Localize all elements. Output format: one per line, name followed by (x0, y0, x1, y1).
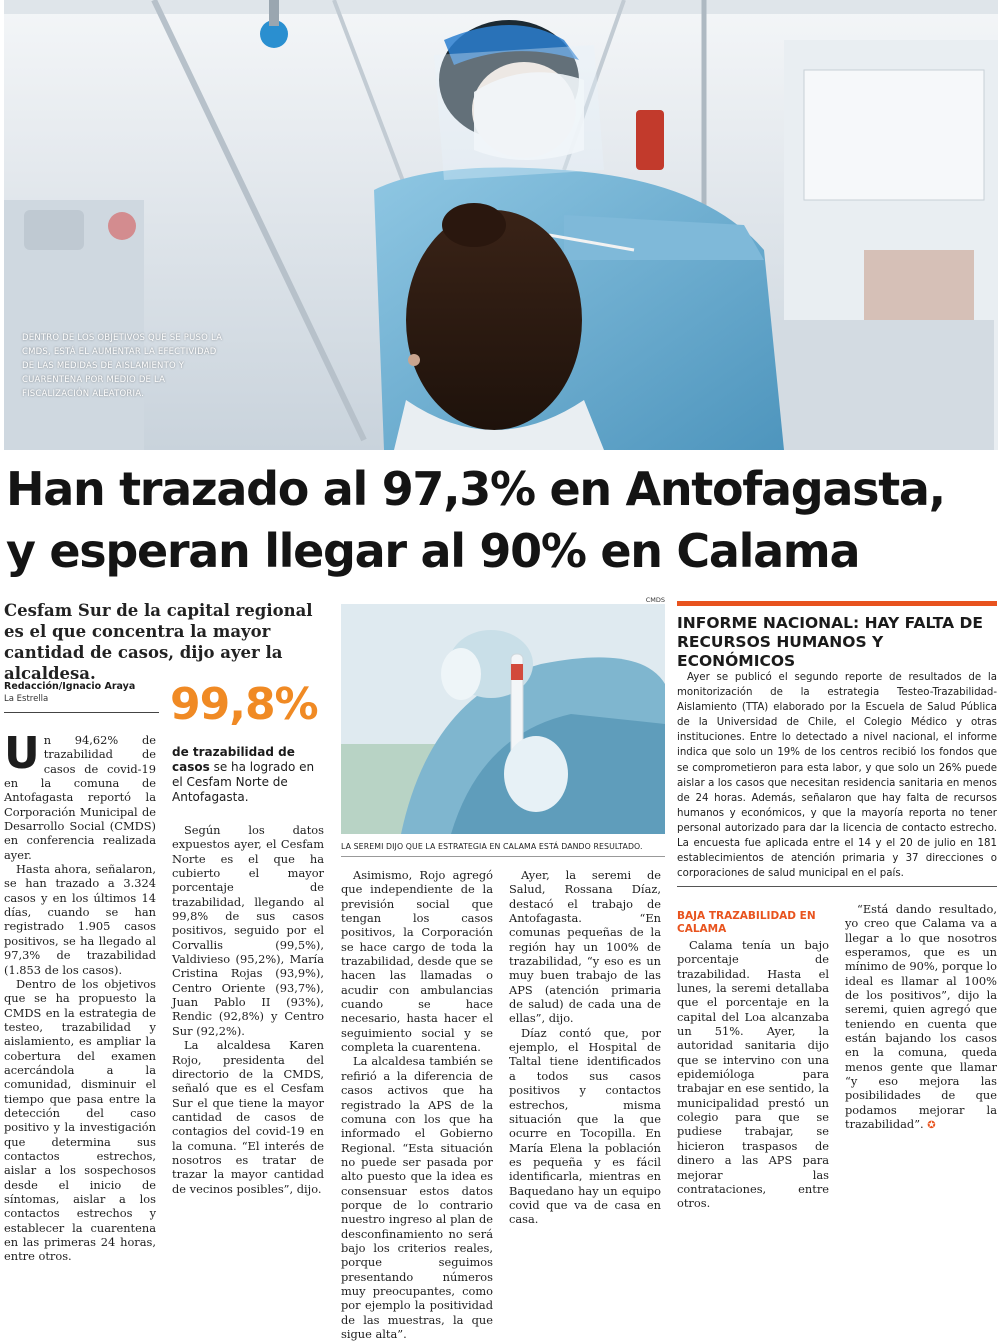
article-photo (341, 604, 665, 834)
article-paragraph (845, 902, 997, 1134)
article-paragraph-text: n 94,62% de trazabilidad de casos de covid-19 en la comuna de Antofagasta reportó la Corporación Municipal de Desarrollo Social (CMDS) en conferencia realizada ayer. (4, 733, 156, 862)
sidebar-divider (677, 886, 997, 887)
article-paragraph: Dentro de los objetivos que se ha propuesto la CMDS en la estrategia de testeo, trazabilidad y aislamiento, es ampliar la cobertura del examen acercándola a la comunidad, disminuir el tiempo que pasa entre la detección del caso positivo y la investigación que determina sus contactos estrechos, aislar a los sospechosos desde el inicio de síntomas, aislar a los contactos estrechos y establecer la cuarentena en las primeras 24 horas, entre otros. (4, 976, 156, 1264)
sidebar-accent-bar (677, 601, 997, 606)
end-of-article-icon: ✪ (927, 1120, 936, 1132)
article-paragraph: Hasta ahora, señalaron, se han trazado a 3.324 casos y en los últimos 14 días, cuando se han registrado 1.905 casos positivos, se ha llegado al 97,3% de trazabilidad (1.853 de los casos). (4, 862, 156, 977)
headline (6, 458, 996, 582)
article-column-1 (4, 728, 156, 1264)
article-column-2 (172, 823, 324, 1253)
article-paragraph: Díaz contó que, por ejemplo, el Hospital de Taltal tiene identificados a todos sus casos positivos y contactos estrechos, misma situación que la que ocurre en Tocopilla. En María Elena la población es pequeña y es fácil identificarla, mientras en Baquedano hay un equipo covid que va de casa en casa. (509, 1025, 661, 1227)
article-paragraph: Según los datos expuestos ayer, el Cesfam Norte es el que ha cubierto el mayor porcentaje de trazabilidad, llegando al 99,8% de sus casos positivos, seguido por el Corvallis (99,5%), Valdivieso (95,2%), María Cristina Rojas (93,9%), Centro Oriente (93,7%), Juan Pablo II (93%), Rendic (92,8%) y Centro Sur (92,2%). (172, 823, 324, 1038)
sidebar-title: INFORME NACIONAL: HAY FALTA DE RECURSOS HUMANOS Y ECONÓMICOS (677, 614, 984, 670)
article-photo-caption: LA SEREMI DIJO QUE LA ESTRATEGIA EN CALAMA ESTÁ DANDO RESULTADO. (341, 842, 643, 851)
subsection-heading: BAJA TRAZABILIDAD EN CALAMA (677, 910, 816, 935)
stat-description-rest: se ha logrado en el Cesfam Norte de Antofagasta. (172, 760, 315, 804)
byline-author: Redacción/Ignacio Araya (4, 681, 136, 692)
stat-value: 99,8% (170, 679, 318, 730)
drop-cap: U (4, 728, 40, 779)
byline-divider (4, 712, 159, 713)
article-column-5 (677, 902, 829, 1253)
subheadline: Cesfam Sur de la capital regional es el que concentra la mayor cantidad de casos, dijo ayer la alcaldesa. (4, 601, 313, 683)
sidebar-body (677, 670, 997, 881)
article-photo-illustration (341, 604, 665, 834)
byline (4, 680, 164, 706)
article-paragraph-text: “Está dando resultado, yo creo que Calama va a llegar a lo que nosotros esperamos, que es un mínimo de 90%, porque lo ideal es llamar al 100% de los positivos”, dijo la seremi, quien agregó que teniendo en cuenta que están bajando los casos en la comuna, queda menos gente que llamar “y eso mejora las posibilidades de que podamos mejorar la trazabilidad”. (845, 902, 997, 1132)
headline-line-1: Han trazado al 97,3% en Antofagasta, (6, 462, 945, 516)
article-paragraph: La alcaldesa también se refirió a la diferencia de casos activos que ha registrado la APS de la comuna con los que ha informado el Gobierno Regional. “Esta situación no puede ser pasada por alto puesto que la idea es consensuar estos datos porque de lo contrario nuestro ingreso al plan de desconfinamiento no será bajo los criterios reales, porque seguimos presentando números muy preocupantes, como por ejemplo la positividad de las muestras, la que sigue alta”. (341, 1054, 493, 1341)
byline-outlet: La Estrella (4, 694, 49, 704)
article-column-4 (509, 868, 661, 1253)
article-paragraph: Asimismo, Rojo agregó que independiente de la previsión social que tengan los casos positivos, la Corporación se hace cargo de toda la trazabilidad, desde que se hacen las llamadas o acudir con ambulancias cuando se hace necesario, hasta hacer el seguimiento social y se completa la cuarentena. (341, 868, 493, 1055)
article-paragraph: Ayer, la seremi de Salud, Rossana Díaz, destacó el trabajo de Antofagasta. “En comunas pequeñas de la región hay un 100% de trazabilidad, “y eso es un muy buen trabajo de las APS (atención primaria de salud) de cada una de ellas”, dijo. (509, 868, 661, 1026)
headline-line-2: y esperan llegar al 90% en Calama (6, 524, 860, 578)
photo-credit: CMDS (645, 596, 665, 604)
hero-photo-caption: DENTRO DE LOS OBJETIVOS QUE SE PUSO LA CMDS, ESTÁ EL AUMENTAR LA EFECTIVIDAD DE LAS MEDIDAS DE AISLAMIENTO Y CUARENTENA POR MEDIO DE LA FISCALIZACIÓN ALEATORIA. (22, 333, 223, 399)
article-column-6 (845, 902, 997, 1253)
article-paragraph: Calama tenía un bajo porcentaje de trazabilidad. Hasta el lunes, la seremi detallaba que el porcentaje en la capital del Loa alcanzaba un 51%. Ayer, la autoridad sanitaria dijo que se intervino con una epidemióloga para trabajar en ese sentido, la municipalidad prestó un colegio para que se pudiese trabajar, se hicieron traspasos de dinero a las APS para mejorar las contrataciones, entre otros. (677, 938, 829, 1211)
caption-divider (341, 856, 665, 857)
article-column-3 (341, 868, 493, 1341)
sidebar-paragraph: Ayer se publicó el segundo reporte de resultados de la monitorización de la estrategia Testeo-Trazabilidad-Aislamiento (TTA) elaborado por la Escuela de Salud Pública de la Universidad de Chile, el Colegio Médico y otras instituciones. Entre lo detectado a nivel nacional, el informe indica que solo un 19% de los centros recibió los fondos que se comprometieron para esta labor, y que solo un 26% puede aislar a los casos que necesitan residencia sanitaria en menos de 24 horas. Además, señalaron que hay falta de recursos humanos y económicos, y que la mayoría reporta no tener personal autorizado para dar la licencia de contacto estrecho. La encuesta fue aplicada entre el 14 y el 20 de julio en 181 establecimientos de atención primaria y 37 direcciones o corporaciones de salud municipal en el país. (677, 672, 997, 880)
article-paragraph (4, 728, 156, 862)
stat-description-bold: de trazabilidad de casos (172, 745, 295, 774)
stat-description (172, 745, 322, 805)
article-paragraph: La alcaldesa Karen Rojo, presidenta del directorio de la CMDS, señaló que es el Cesfam Sur el que tiene la mayor cantidad de casos de contagios del covid-19 en la comuna. “El interés de nosotros es tratar de trazar la mayor cantidad de vecinos posibles”, dijo. (172, 1038, 324, 1196)
